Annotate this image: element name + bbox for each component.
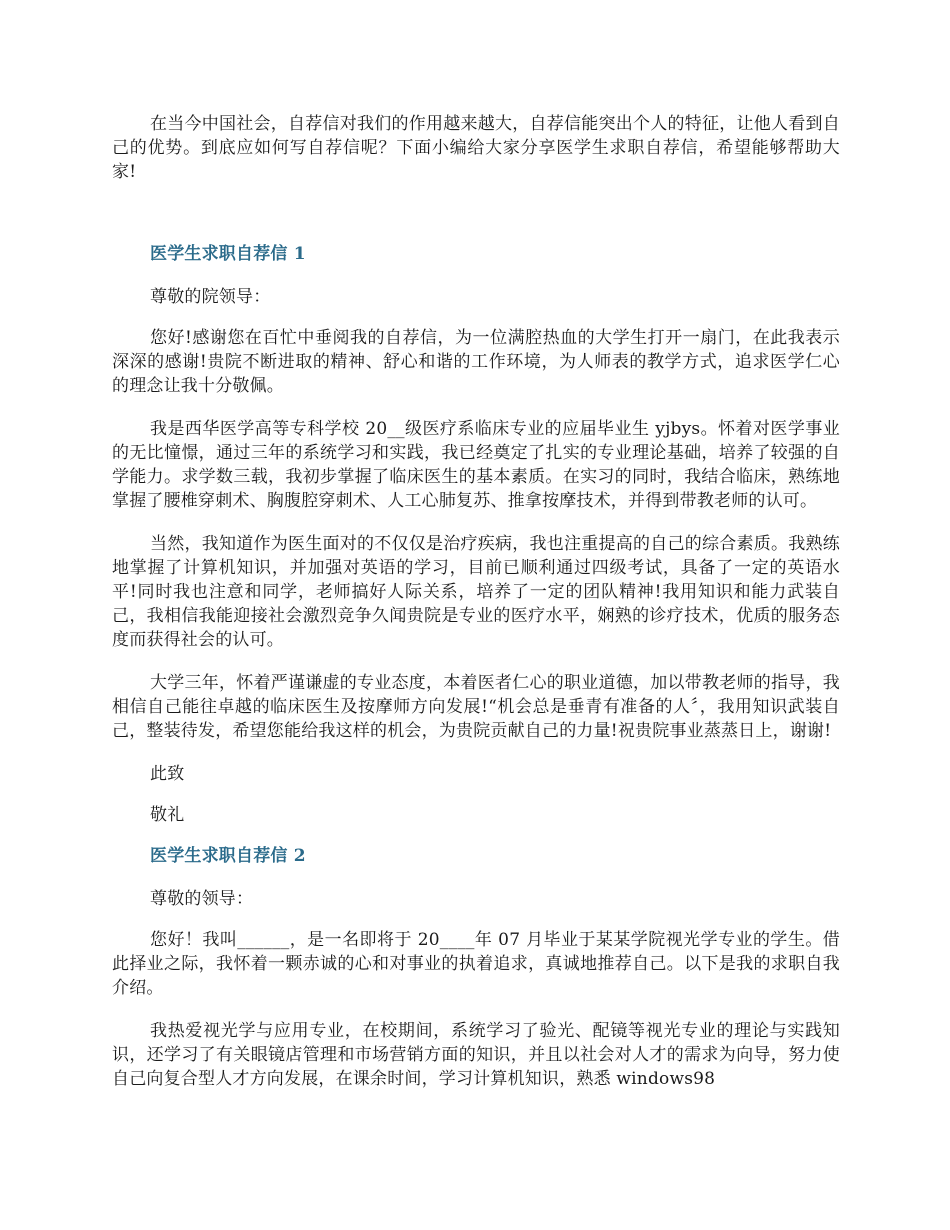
letter1-paragraph-1: 您好!感谢您在百忙中垂阅我的自荐信，为一位满腔热血的大学生打开一扇门，在此我表示深深的感谢!贵院不断进取的精神、舒心和谐的工作环境，为人师表的教学方式，追求医学仁心的理念让我十分敬佩。 xyxy=(112,328,840,396)
letter2-salutation: 尊敬的领导： xyxy=(150,889,254,909)
document-page xyxy=(112,112,840,1110)
letter1-closing-1: 此致 xyxy=(150,764,185,784)
letter1-closing-2: 敬礼 xyxy=(150,805,185,825)
letter2-heading: 医学生求职自荐信 2 xyxy=(150,846,306,866)
letter1-paragraph-3: 当然，我知道作为医生面对的不仅仅是治疗疾病，我也注重提高的自己的综合素质。我熟练地掌握了计算机知识，并加强对英语的学习，目前已顺利通过四级考试，具备了一定的英语水平!同时我也注意和同学，老师搞好人际关系，培养了一定的团队精神!我用知识和能力武装自己，我相信我能迎接社会激烈竞争久闻贵院是专业的医疗水平，娴熟的诊疗技术，优质的服务态度而获得社会的认可。 xyxy=(112,534,840,650)
letter1-heading: 医学生求职自荐信 1 xyxy=(150,244,306,264)
intro-paragraph: 在当今中国社会，自荐信对我们的作用越来越大，自荐信能突出个人的特征，让他人看到自己的优势。到底应如何写自荐信呢？下面小编给大家分享医学生求职自荐信，希望能够帮助大家! xyxy=(112,114,840,182)
letter2-paragraph-2: 我热爱视光学与应用专业，在校期间，系统学习了验光、配镜等视光专业的理论与实践知识，还学习了有关眼镜店管理和市场营销方面的知识，并且以社会对人才的需求为向导，努力使自己向复合型人才方向发展，在课余时间，学习计算机知识，熟悉 windows98 xyxy=(112,1021,840,1089)
letter2-paragraph-1: 您好！我叫______，是一名即将于 20____年 07 月毕业于某某学院视光学专业的学生。借此择业之际，我怀着一颗赤诚的心和对事业的执着追求，真诚地推荐自己。以下是我的求职自我介绍。 xyxy=(112,930,840,998)
letter1-paragraph-4: 大学三年，怀着严谨谦虚的专业态度，本着医者仁心的职业道德，加以带教老师的指导，我相信自己能往卓越的临床医生及按摩师方向发展!“机会总是垂青有准备的人〞，我用知识武装自己，整装待发，希望您能给我这样的机会，为贵院贡献自己的力量!祝贵院事业蒸蒸日上，谢谢! xyxy=(112,673,840,741)
letter1-paragraph-2: 我是西华医学高等专科学校 20__级医疗系临床专业的应届毕业生 yjbys。怀着对医学事业的无比憧憬，通过三年的系统学习和实践，我已经奠定了扎实的专业理论基础，培养了较强的自学能力。求学数三载，我初步掌握了临床医生的基本素质。在实习的同时，我结合临床，熟练地掌握了腰椎穿刺术、胸腹腔穿刺术、人工心肺复苏、推拿按摩技术，并得到带教老师的认可。 xyxy=(112,419,840,511)
letter1-salutation: 尊敬的院领导： xyxy=(150,287,271,307)
